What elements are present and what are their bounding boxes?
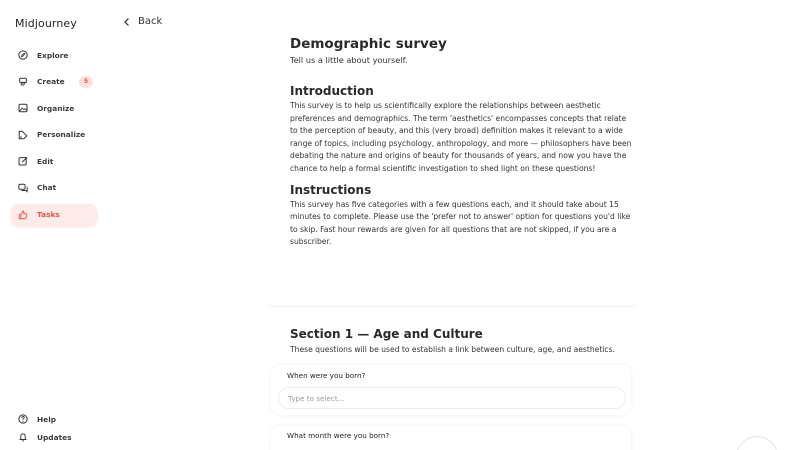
question-card-birth-month xyxy=(271,426,631,450)
chat-icon xyxy=(17,182,28,193)
back-label: Back xyxy=(138,16,163,27)
sidebar xyxy=(0,0,110,450)
instructions-text: This survey has five categories with a few questions each, and it should take about 15 minutes to complete. Please use the 'prefer not to answer' option for questions you'd like to skip. Fast hour rewards are given for all questions that are not skipped, if you are a subscriber. xyxy=(290,199,631,247)
sidebar-item-explore[interactable] xyxy=(11,44,97,66)
palette-icon xyxy=(17,129,28,140)
sidebar-item-label: Chat xyxy=(37,183,57,193)
sidebar-item-personalize[interactable] xyxy=(11,124,97,146)
sidebar-item-label: Explore xyxy=(37,50,69,60)
sidebar-item-create[interactable] xyxy=(11,71,97,93)
sidebar-item-organize[interactable] xyxy=(11,97,97,119)
introduction-text: This survey is to help us scientifically explore the relationships between aesthetic preferences and demographics. The term 'aesthetics' encompasses concepts that relate to the perception of beauty, and this (very broad) definition makes it relevant to a wide range of topics, including psychology, anthropology, and more — philosophers have been debating the nature and origins of beauty for thousands of years, and now you have the chance to help a formal scientific investigation to shed light on these questions! xyxy=(290,101,632,173)
sidebar-nav xyxy=(11,44,97,230)
edit-icon xyxy=(17,156,28,167)
sidebar-item-chat[interactable] xyxy=(11,177,97,199)
section-title: Section 1 — Age and Culture xyxy=(290,327,483,341)
question-label: When were you born? xyxy=(287,371,366,380)
image-icon xyxy=(17,103,28,114)
create-count-badge: 5 xyxy=(79,76,93,88)
chevron-left-icon xyxy=(122,17,132,27)
section-1-header xyxy=(290,327,635,357)
brand-logo[interactable]: Midjourney xyxy=(15,17,77,30)
page-subtitle: Tell us a little about yourself. xyxy=(290,55,408,65)
sidebar-item-label: Edit xyxy=(37,156,54,166)
section-description: These questions will be used to establish a link between culture, age, and aesthetics. xyxy=(290,345,615,354)
instructions-heading: Instructions xyxy=(290,182,372,197)
sidebar-item-updates[interactable] xyxy=(11,428,97,446)
back-button[interactable] xyxy=(122,16,162,27)
bell-icon xyxy=(17,432,28,443)
question-label: What month were you born? xyxy=(287,431,390,440)
help-icon xyxy=(17,414,28,425)
introduction-heading: Introduction xyxy=(290,84,374,98)
brush-icon xyxy=(17,76,28,87)
sidebar-item-label: Help xyxy=(37,414,57,424)
sidebar-item-label: Updates xyxy=(37,432,72,442)
scroll-to-top-button[interactable] xyxy=(736,436,778,450)
thumbs-up-icon xyxy=(17,209,28,220)
page-title: Demographic survey xyxy=(290,36,447,52)
sidebar-item-label: Organize xyxy=(37,103,75,113)
question-card-birth-year xyxy=(271,365,631,415)
sidebar-item-label: Create xyxy=(37,77,65,87)
sidebar-item-label: Personalize xyxy=(37,130,86,140)
birth-year-select[interactable]: Type to select... xyxy=(278,387,626,409)
sidebar-item-label: Tasks xyxy=(37,210,60,220)
sidebar-item-help[interactable] xyxy=(11,410,97,428)
sidebar-item-edit[interactable] xyxy=(11,150,97,172)
compass-icon xyxy=(17,50,28,61)
card-divider xyxy=(270,301,634,305)
sidebar-item-tasks[interactable] xyxy=(11,204,97,226)
sidebar-bottom-nav xyxy=(11,410,97,446)
survey-content xyxy=(290,36,635,249)
